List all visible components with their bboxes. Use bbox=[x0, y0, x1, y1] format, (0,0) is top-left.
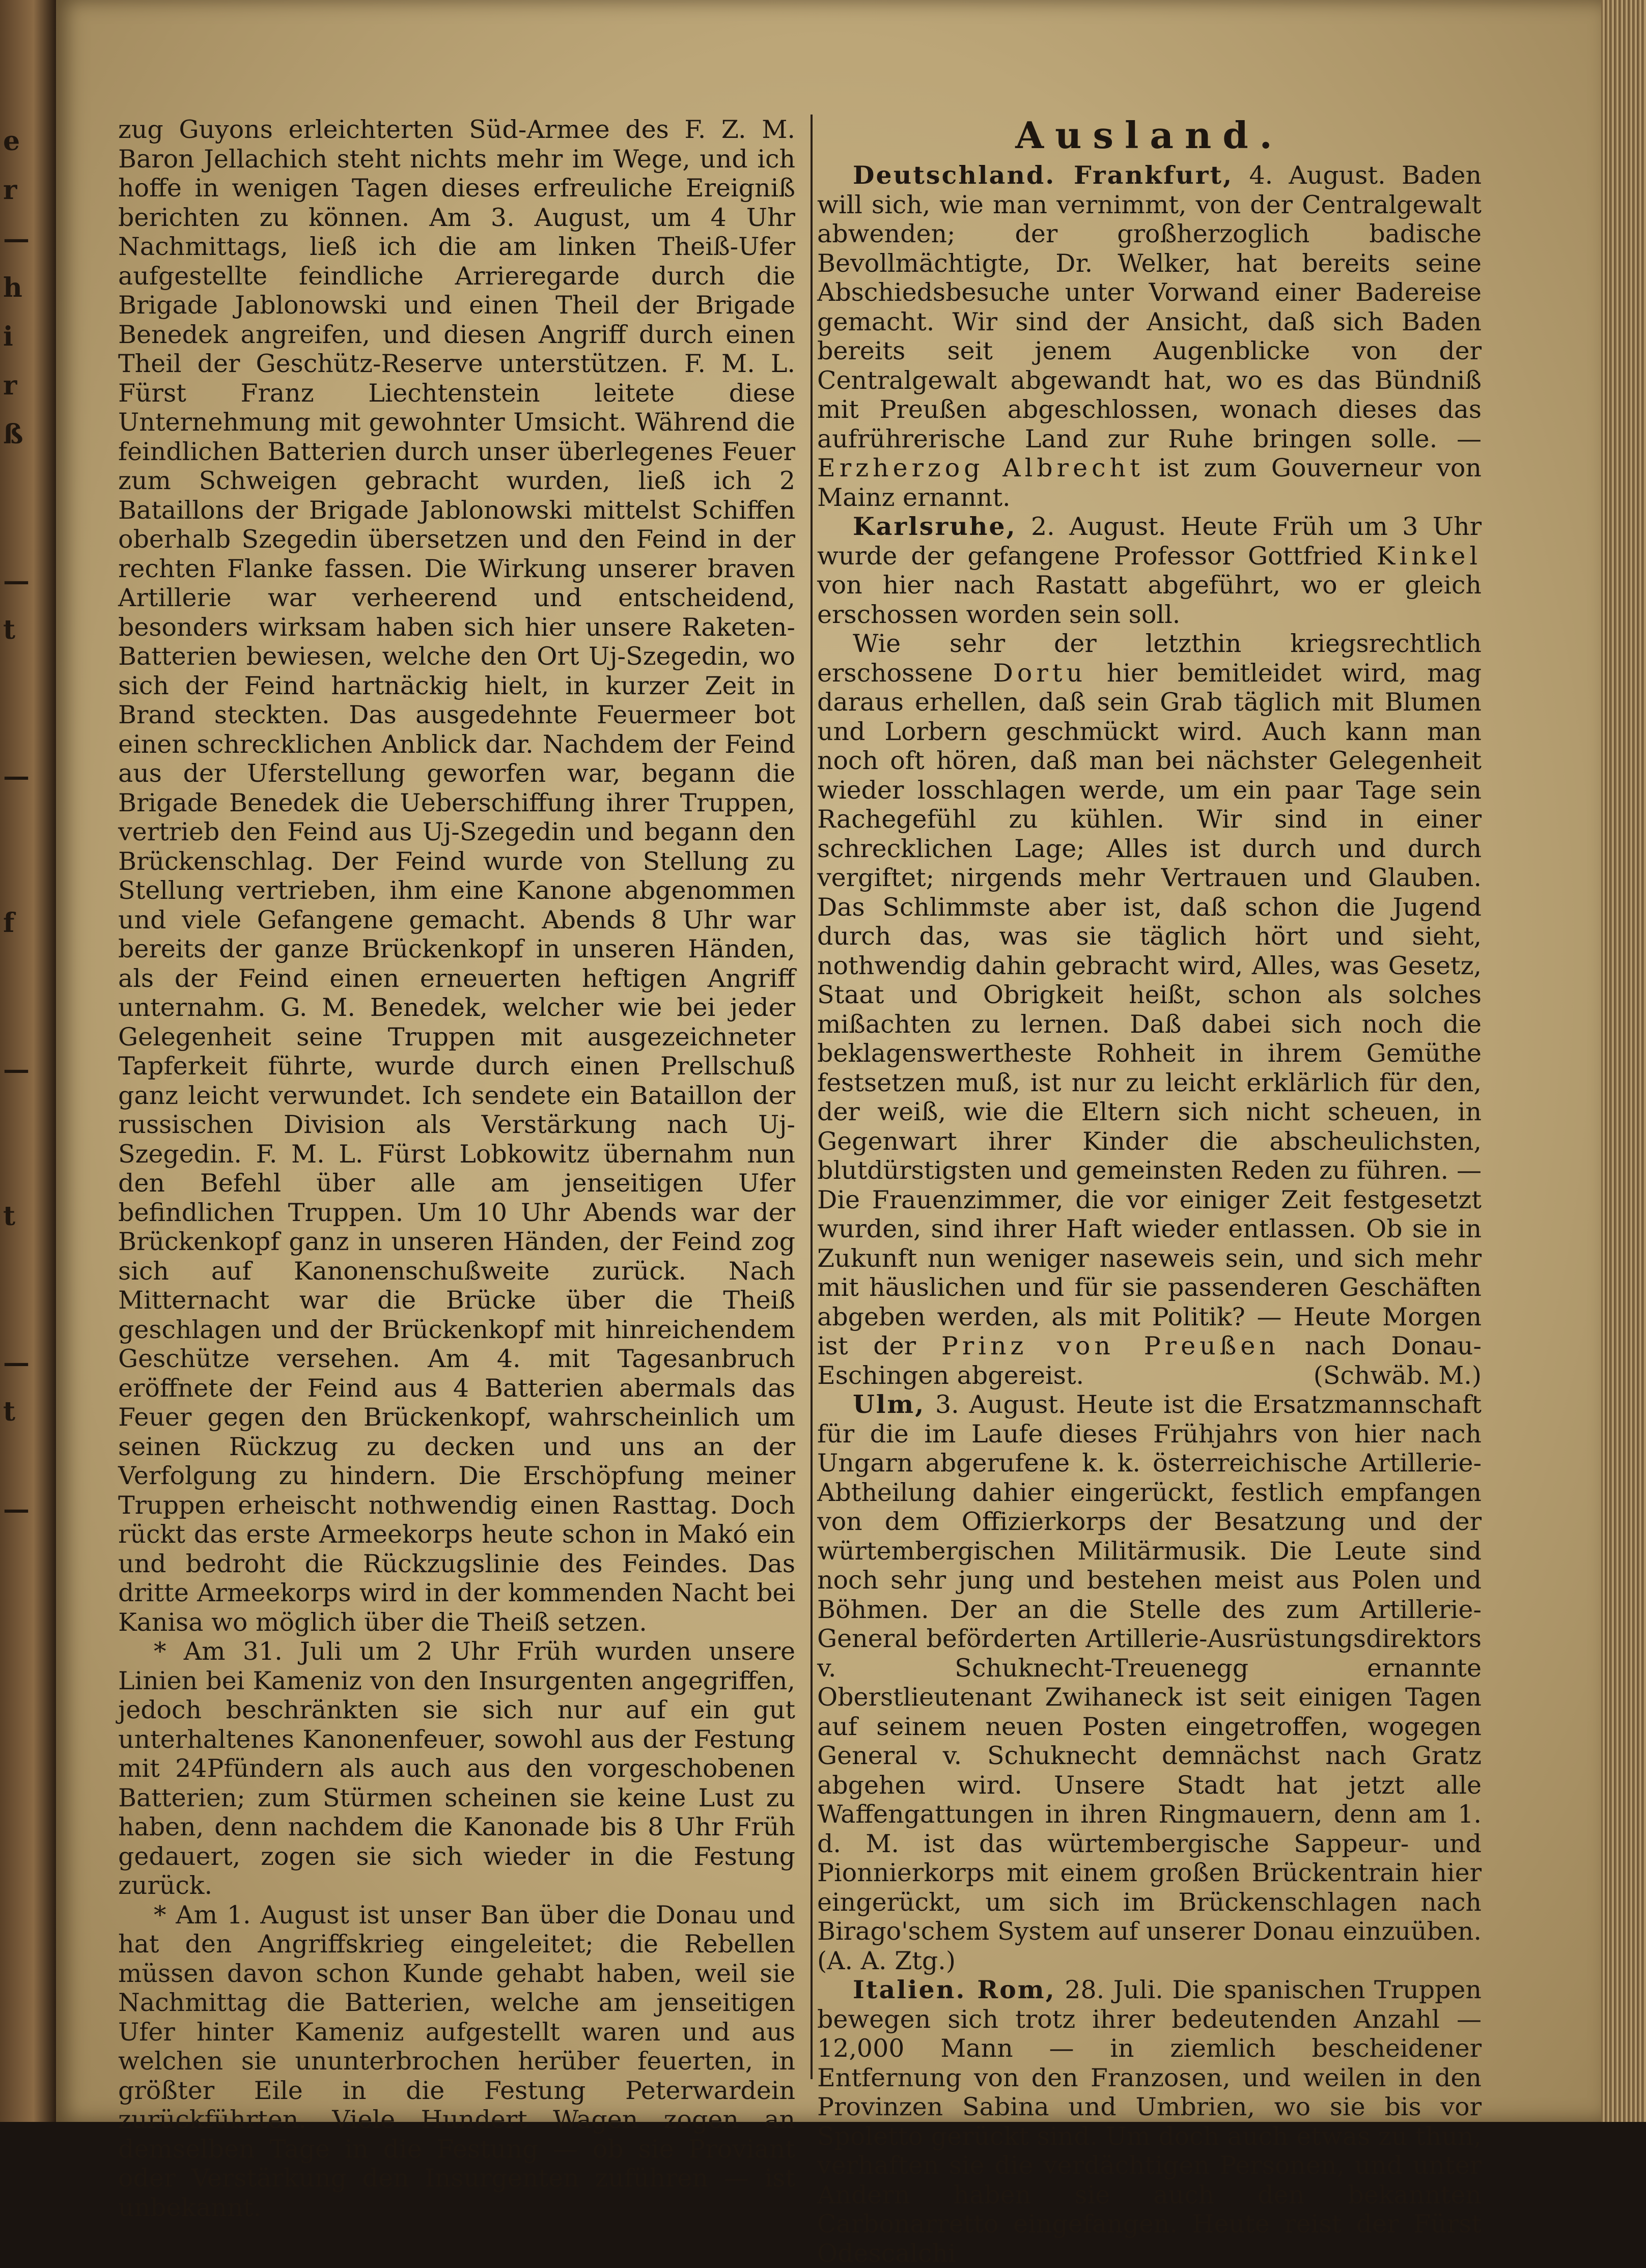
previous-page-letter bbox=[3, 508, 39, 557]
report-ban-donau: * Am 1. August ist unser Ban über die Donau und hat den Angriffskrieg eingeleitet; die Rebellen müssen davon schon Kunde gehabt haben, weil sie Nachmittag die Batterien, welche am jenseitigen Ufer hinter Kameniz aufgestellt waren und aus welchen sie ununterbrochen herüber feuerten, in größter Eile in die Festung Peterwardein zurückführten. Viele Hundert Wagen zogen an demselben Tage in die Festung — ob sie Proviant oder Verstärkung den Insurgenten zuführen — ist unbekannt. bbox=[118, 1900, 795, 2222]
article-text: hier bemitleidet wird, mag daraus erhellen, daß sein Grab täglich mit Blumen und Lorbern geschmückt wird. Auch kann man noch oft hören, daß man bei nächster Gelegenheit wieder losschlagen werde, um ein paar Tage sein Rachegefühl zu kühlen. Wir sind in einer schrecklichen Lage; Alles ist durch und durch vergiftet; nirgends mehr Vertrauen und Glauben. Das Schlimmste aber ist, daß schon die Jugend durch das, was sie täglich hört und sieht, nothwendig dahin gebracht wird, Alles, was Gesetz, Staat und Obrigkeit heißt, schon als solches mißachten zu lernen. Daß dabei sich noch die beklagenswertheste Rohheit in ihrem Gemüthe festsetzen muß, ist nur zu leicht erklärlich für den, der weiß, wie die Eltern sich nicht scheuen, in Gegenwart ihrer Kinder die abscheulichsten, blutdürstigsten und gemeinsten Reden zu führen. — Die Frauenzimmer, die vor einiger Zeit festgesetzt wurden, sind ihrer Haft wieder entlassen. Ob sie in Zukunft nun weniger naseweis sein, und sich mehr mit häuslichen und für sie passenderen Geschäften abgeben werden, als mit Politik? — Heute Morgen ist der bbox=[817, 658, 1482, 1360]
left-column bbox=[118, 115, 795, 2222]
previous-page-letter: — bbox=[3, 1054, 30, 1085]
previous-page-letter: e bbox=[3, 126, 20, 157]
previous-page-letter bbox=[3, 801, 39, 850]
book-page-edges bbox=[1601, 0, 1646, 2122]
previous-page-letter bbox=[3, 850, 39, 899]
right-column bbox=[817, 115, 1482, 2268]
source-citation: (Schwäb. M.) bbox=[1313, 1360, 1482, 1390]
spaced-name: Prinz von Preußen bbox=[941, 1331, 1279, 1360]
previous-page-letter bbox=[3, 948, 39, 997]
article-ulm bbox=[817, 1390, 1482, 1975]
previous-page-letter bbox=[3, 997, 39, 1045]
article-text: nach Donau-Eschingen abgereist. bbox=[817, 1331, 1482, 1390]
previous-page-letter: — bbox=[3, 1494, 30, 1525]
previous-page-letter: h bbox=[3, 272, 22, 303]
source-citation: (A. A. Ztg.) bbox=[817, 1946, 956, 1975]
previous-page-letter: i bbox=[3, 321, 13, 352]
previous-page-letter bbox=[3, 1436, 39, 1485]
previous-page-letter bbox=[3, 655, 39, 703]
previous-page-letter bbox=[3, 1094, 39, 1143]
section-title: Ausland. bbox=[1015, 114, 1284, 157]
previous-page-letter: — bbox=[3, 565, 30, 597]
article-dortu bbox=[817, 629, 1482, 1390]
spaced-name: Erzherzog Albrecht bbox=[817, 453, 1144, 483]
article-text: ist zum Gouverneur von Mainz ernannt. bbox=[817, 453, 1482, 512]
article-text: Wie sehr der letzthin kriegsrechtlich erschossene bbox=[817, 629, 1482, 688]
spaced-name: Dortu bbox=[993, 658, 1087, 688]
previous-page-edge bbox=[0, 0, 56, 2122]
previous-page-letter: ß bbox=[3, 419, 23, 450]
spaced-name: Kinkel bbox=[1376, 541, 1482, 571]
dateline-ulm: Ulm, bbox=[853, 1390, 926, 1419]
previous-page-letter: r bbox=[3, 370, 17, 401]
article-frankfurt bbox=[817, 161, 1482, 512]
article-text: von hier nach Rastatt abgeführt, wo er gleich erschossen worden sein soll. bbox=[817, 571, 1482, 629]
article-continuation: zug Guyons erleichterten Süd-Armee des F. Z. M. Baron Jellachich steht nichts mehr im Wege, und ich hoffe in wenigen Tagen dieses erfreuliche Ereigniß berichten zu können. Am 3. August, um 4 Uhr Nachmittags, ließ ich die am linken Theiß-Ufer aufgestellte feindliche Arrieregarde durch die Brigade Jablonowski und einen Theil der Brigade Benedek angreifen, und diesen Angriff durch einen Theil der Geschütz-Reserve unterstützen. F. M. L. Fürst Franz Liechtenstein leitete diese Unternehmung mit gewohnter Umsicht. Während die feindlichen Batterien durch unser überlegenes Feuer zum Schweigen gebracht wurden, ließ ich 2 Bataillons der Brigade Jablonowski mittelst Schiffen oberhalb Szegedin übersetzen und den Feind in der rechten Flanke fassen. Die Wirkung unserer braven Artillerie war verheerend und entscheidend, besonders wirksam haben sich hier unsere Raketen-Batterien bewiesen, welche den Ort Uj-Szegedin, wo sich der Feind hartnäckig hielt, in kurzer Zeit in Brand steckten. Das ausgedehnte Feuermeer bot einen schrecklichen Anblick dar. Nachdem der Feind aus der Uferstellung geworfen war, begann die Brigade Benedek die Ueberschiffung ihrer Truppen, vertrieb den Feind aus Uj-Szegedin und begann den Brückenschlag. Der Feind wurde von Stellung zu Stellung vertrieben, ihm eine Kanone abgenommen und viele Gefangene gemacht. Abends 8 Uhr war bereits der ganze Brückenkopf in unseren Händen, als der Feind einen erneuerten heftigen Angriff unternahm. G. M. Benedek, welcher wie bei jeder Gelegenheit seine Truppen mit ausgezeichneter Tapferkeit führte, wurde durch einen Prellschuß ganz leicht verwundet. Ich sendete ein Bataillon der russischen Division als Verstärkung nach Uj-Szegedin. F. M. L. Fürst Lobkowitz übernahm nun den Befehl über alle am jenseitigen Ufer befindlichen Truppen. Um 10 Uhr Abends war der Brückenkopf ganz in unseren Händen, der Feind zog sich auf Kanonenschußweite zurück. Nach Mitternacht war die Brücke über die Theiß geschlagen und der Brückenkopf mit hinreichendem Geschütze versehen. Am 4. mit Tagesanbruch eröffnete der Feind aus 4 Batterien abermals das Feuer gegen den Brückenkopf, wahrscheinlich um seinen Rückzug zu decken und uns an der Verfolgung zu hindern. Die Erschöpfung meiner Truppen erheischt nothwendig einen Rasttag. Doch rückt das erste Armeekorps heute schon in Makó ein und bedroht die Rückzugslinie des Feindes. Das dritte Armeekorps wird in der kommenden Nacht bei Kanisa wo möglich über die Theiß setzen. bbox=[118, 115, 795, 1637]
previous-page-letter bbox=[3, 459, 39, 508]
article-text: 3. August. Heute ist die Ersatzmannschaft für die im Laufe dieses Frühjahrs von hier nach Ungarn abgerufene k. k. österreichische Artillerie-Abtheilung dahier eingerückt, festlich empfangen von dem Offizierkorps der Besatzung und der würtembergischen Militärmusik. Die Leute sind noch sehr jung und bestehen meist aus Polen und Böhmen. Der an die Stelle des zum Artillerie-General beförderten Artillerie-Ausrüstungsdirektors v. Schuknecht-Treuenegg ernannte Oberstlieutenant Zwihaneck ist seit einigen Tagen auf seinem neuen Posten eingetroffen, wogegen General v. Schuknecht demnächst nach Gratz abgehen wird. Unsere Stadt hat jetzt alle Waffengattungen in ihren Ringmauern, denn am 1. d. M. ist das würtembergische Sappeur- und Pionnierkorps mit einem großen Brückentrain hier eingerückt, um sich im Brückenschlagen nach Birago'schem System auf unserer Donau einzuüben. bbox=[817, 1390, 1482, 1946]
previous-page-letter: r bbox=[3, 175, 17, 206]
previous-page-letter: — bbox=[3, 761, 30, 792]
previous-page-letter bbox=[3, 1534, 39, 1583]
dateline-karlsruhe: Karlsruhe, bbox=[853, 512, 1017, 541]
previous-page-letter: — bbox=[3, 223, 30, 254]
column-divider bbox=[811, 115, 813, 2079]
previous-page-letters bbox=[3, 117, 39, 1583]
previous-page-letter bbox=[3, 1143, 39, 1192]
dateline-italien-rom: Italien. Rom, bbox=[853, 1975, 1056, 2004]
previous-page-letter bbox=[3, 1290, 39, 1339]
previous-page-letter: — bbox=[3, 1347, 30, 1378]
previous-page-letter: t bbox=[3, 614, 16, 645]
previous-page-letter bbox=[3, 1241, 39, 1290]
previous-page-letter: f bbox=[3, 908, 15, 939]
previous-page-letter: t bbox=[3, 1201, 16, 1232]
article-text: 2. August. Heute Früh um 3 Uhr wurde der gefangene Professor Gottfried bbox=[817, 512, 1482, 571]
article-text: 28. Juli. Die spanischen Truppen bewegen sich trotz ihrer bedeutenden Anzahl — 12,000 Mann — in ziemlich bescheidener Entfernung von den Franzosen, und weilen in den Provinzen Sabina und Umbrien, wo sie bis vor Spoletto gerückt sind. Um doch auch etwas zu thun, verhaften sie die verdächtigen Personen, und unter Andern haben sie auch den bekannten Carbonarretto eingefangen. Heute reist der Fürst Odescalchi bbox=[817, 1975, 1482, 2268]
article-text: 4. August. Baden will sich, wie man vernimmt, von der Centralgewalt abwenden; der großherzoglich badische Bevollmächtigte, Dr. Welker, hat bereits seine Abschiedsbesuche unter Vorwand einer Badereise gemacht. Wir sind der Ansicht, daß sich Baden bereits seit jenem Augenblicke von der Centralgewalt abgewandt hat, wo es das Bündniß mit Preußen abgeschlossen, wonach dieses das aufrührerische Land zur Ruhe bringen solle. — bbox=[817, 161, 1482, 453]
previous-page-letter: t bbox=[3, 1396, 16, 1427]
dateline-frankfurt: Deutschland. Frankfurt, bbox=[853, 160, 1234, 190]
previous-page-letter bbox=[3, 703, 39, 752]
article-karlsruhe bbox=[817, 512, 1482, 629]
report-kameniz: * Am 31. Juli um 2 Uhr Früh wurden unsere Linien bei Kameniz von den Insurgenten angegriffen, jedoch beschränkten sie sich nur auf ein gut unterhaltenes Kanonenfeuer, sowohl aus der Festung mit 24Pfündern als auch aus den vorgeschobenen Batterien; zum Stürmen scheinen sie keine Lust zu haben, denn nachdem die Kanonade bis 8 Uhr Früh gedauert, zogen sie sich wieder in die Festung zurück. bbox=[118, 1637, 795, 1900]
